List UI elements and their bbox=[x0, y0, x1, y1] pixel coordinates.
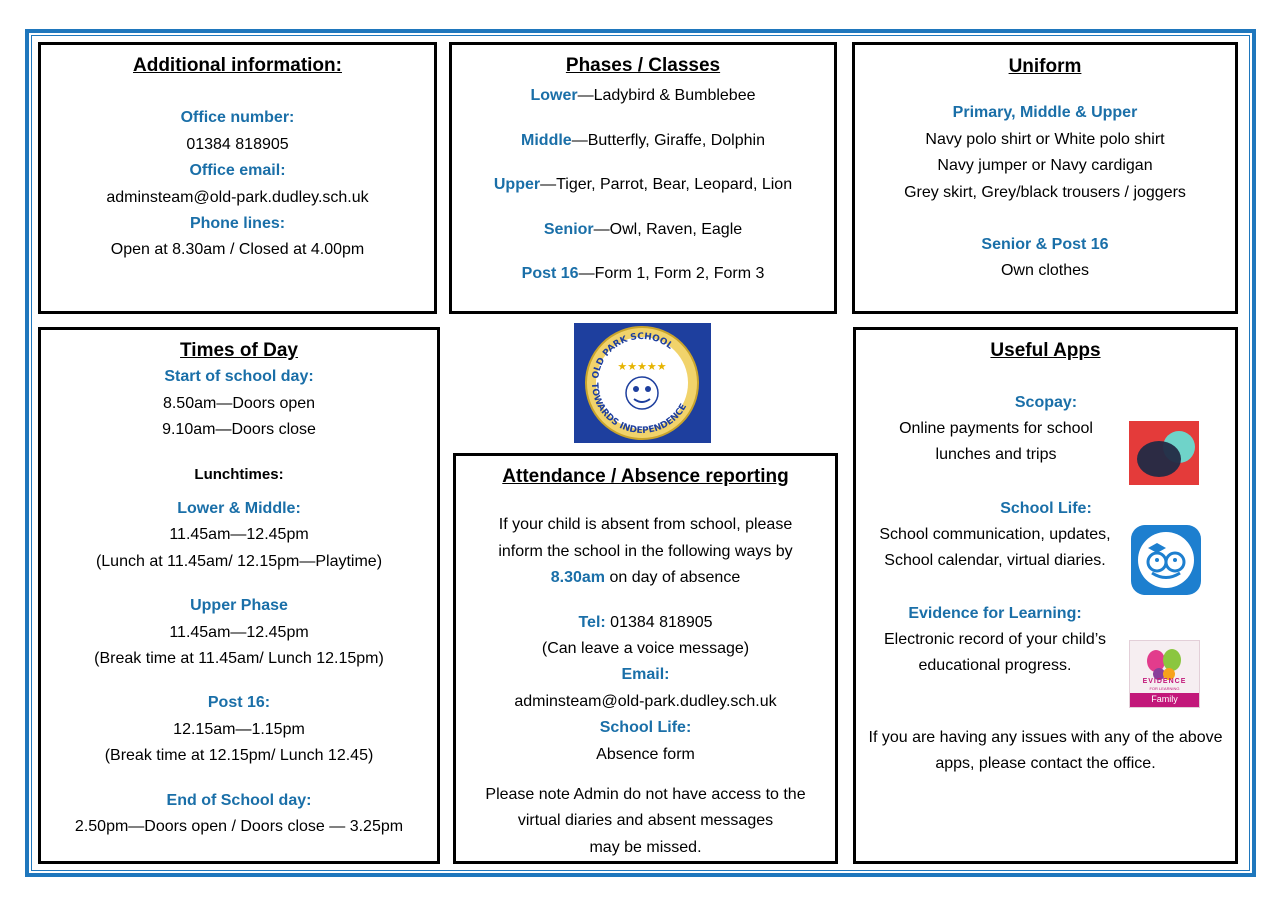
school-logo-emblem bbox=[574, 323, 711, 443]
upper-label: Upper Phase bbox=[190, 597, 288, 615]
phase-row bbox=[452, 83, 834, 109]
phases-box bbox=[449, 42, 837, 314]
evidence-for-learning-app-icon[interactable] bbox=[1129, 640, 1200, 708]
attendance-intro-2: inform the school in the following ways by bbox=[498, 542, 793, 560]
phase-name: Middle bbox=[521, 131, 572, 149]
uniform-item: Navy polo shirt or White polo shirt bbox=[925, 130, 1165, 148]
tel-note: (Can leave a voice message) bbox=[541, 640, 750, 658]
start-time-1: 8.50am—Doors open bbox=[162, 394, 316, 412]
uniform-senior-item: Own clothes bbox=[1000, 262, 1090, 280]
lower-time-1: 11.45am—12.45pm bbox=[169, 526, 309, 544]
phase-row bbox=[452, 217, 834, 243]
end-label: End of School day: bbox=[166, 791, 312, 809]
phase-row bbox=[452, 128, 834, 154]
efl-logo-family: Family bbox=[1151, 694, 1178, 704]
tel-label: Tel: bbox=[578, 613, 606, 631]
scopay-label: Scopay: bbox=[1014, 394, 1078, 411]
uniform-item: Navy jumper or Navy cardigan bbox=[937, 157, 1153, 175]
svg-text:OLD PARK SCHOOL: OLD PARK SCHOOL bbox=[591, 331, 675, 380]
attendance-title: Attendance / Absence reporting bbox=[502, 466, 789, 487]
upper-time-1: 11.45am—12.45pm bbox=[169, 623, 309, 641]
efl-desc-1: Electronic record of your child’s bbox=[883, 631, 1107, 648]
times-box bbox=[38, 327, 440, 864]
apps-title: Useful Apps bbox=[990, 340, 1101, 361]
efl-logo-text: EVIDENCE bbox=[1142, 678, 1187, 685]
apps-footer-2: apps, please contact the office. bbox=[935, 755, 1156, 772]
scopay-icon bbox=[1129, 421, 1199, 485]
attendance-note-1: Please note Admin do not have access to the bbox=[485, 786, 806, 804]
schoollife-icon bbox=[1130, 524, 1202, 596]
school-life-label: School Life: bbox=[599, 719, 692, 737]
attendance-box bbox=[453, 453, 838, 864]
phase-classes: —Butterfly, Giraffe, Dolphin bbox=[571, 131, 765, 149]
scopay-desc-2: lunches and trips bbox=[935, 446, 1057, 463]
upper-time-2: (Break time at 11.45am/ Lunch 12.15pm) bbox=[94, 650, 384, 668]
uniform-primary-label: Primary, Middle & Upper bbox=[952, 104, 1138, 122]
office-email-label: Office email: bbox=[189, 162, 286, 180]
efl-desc-2: educational progress. bbox=[918, 657, 1072, 674]
attendance-intro-1: If your child is absent from school, please bbox=[498, 516, 793, 534]
efl-label: Evidence for Learning: bbox=[908, 605, 1082, 622]
attendance-note-2: virtual diaries and absent messages bbox=[517, 812, 774, 830]
svg-text:★★★★★: ★★★★★ bbox=[617, 360, 667, 373]
post16-label: Post 16: bbox=[207, 694, 271, 712]
start-time-2: 9.10am—Doors close bbox=[162, 421, 316, 439]
additional-info-box bbox=[38, 42, 437, 314]
lower-time-2: (Lunch at 11.45am/ 12.15pm—Playtime) bbox=[95, 552, 383, 570]
attendance-intro-3 bbox=[456, 565, 835, 591]
start-label: Start of school day: bbox=[164, 368, 314, 386]
post16-time-2: (Break time at 12.15pm/ Lunch 12.45) bbox=[104, 747, 374, 765]
svg-text:TOWARDS INDEPENDENCE: TOWARDS INDEPENDENCE bbox=[588, 382, 690, 437]
phase-classes: —Ladybird & Bumblebee bbox=[577, 87, 756, 105]
attendance-email[interactable]: adminsteam@old-park.dudley.sch.uk bbox=[514, 692, 777, 710]
times-title: Times of Day bbox=[180, 340, 298, 361]
attendance-tel-line bbox=[456, 610, 835, 636]
schoollife-label: School Life: bbox=[1000, 500, 1092, 517]
end-time: 2.50pm—Doors open / Doors close — 3.25pm bbox=[74, 818, 404, 836]
tel-number[interactable]: 01384 818905 bbox=[605, 613, 713, 631]
schoollife-desc-1: School communication, updates, bbox=[879, 526, 1111, 543]
post16-time-1: 12.15am—1.15pm bbox=[173, 720, 305, 738]
scopay-app-icon[interactable] bbox=[1129, 421, 1199, 485]
phase-classes: —Owl, Raven, Eagle bbox=[593, 220, 743, 238]
phone-lines-label: Phone lines: bbox=[189, 215, 286, 233]
uniform-senior-label: Senior & Post 16 bbox=[981, 236, 1109, 254]
phase-row bbox=[452, 172, 834, 198]
additional-info-title: Additional information: bbox=[133, 55, 342, 76]
absence-form: Absence form bbox=[596, 745, 695, 763]
phase-name: Lower bbox=[530, 87, 578, 105]
scopay-desc-1: Online payments for school bbox=[899, 420, 1093, 437]
phase-row bbox=[452, 261, 834, 287]
phase-name: Senior bbox=[543, 220, 594, 238]
lower-middle-label: Lower & Middle: bbox=[177, 500, 301, 518]
attendance-note-3: may be missed. bbox=[589, 838, 702, 856]
efl-logo-subtext: FOR LEARNING bbox=[1149, 686, 1180, 691]
phase-name: Upper bbox=[493, 176, 541, 194]
office-number-label: Office number: bbox=[180, 109, 295, 127]
schoollife-desc-2: School calendar, virtual diaries. bbox=[884, 552, 1106, 569]
uniform-item: Grey skirt, Grey/black trousers / joggers bbox=[904, 183, 1186, 201]
phase-classes: —Form 1, Form 2, Form 3 bbox=[578, 265, 765, 283]
lunchtimes-label: Lunchtimes: bbox=[194, 465, 284, 483]
attendance-intro-tail: on day of absence bbox=[605, 569, 741, 587]
phase-classes: —Tiger, Parrot, Bear, Leopard, Lion bbox=[540, 176, 793, 194]
phone-lines: Open at 8.30am / Closed at 4.00pm bbox=[110, 241, 365, 259]
office-number: 01384 818905 bbox=[186, 135, 289, 153]
email-label: Email: bbox=[621, 666, 670, 684]
uniform-title: Uniform bbox=[1008, 56, 1082, 77]
school-logo bbox=[574, 323, 711, 443]
office-email[interactable]: adminsteam@old-park.dudley.sch.uk bbox=[106, 188, 369, 206]
schoollife-app-icon[interactable] bbox=[1130, 524, 1202, 596]
uniform-box bbox=[852, 42, 1238, 314]
phase-name: Post 16 bbox=[521, 265, 579, 283]
attendance-deadline: 8.30am bbox=[550, 569, 606, 587]
apps-footer-1: If you are having any issues with any of the above bbox=[868, 729, 1223, 746]
phases-title: Phases / Classes bbox=[565, 55, 721, 76]
